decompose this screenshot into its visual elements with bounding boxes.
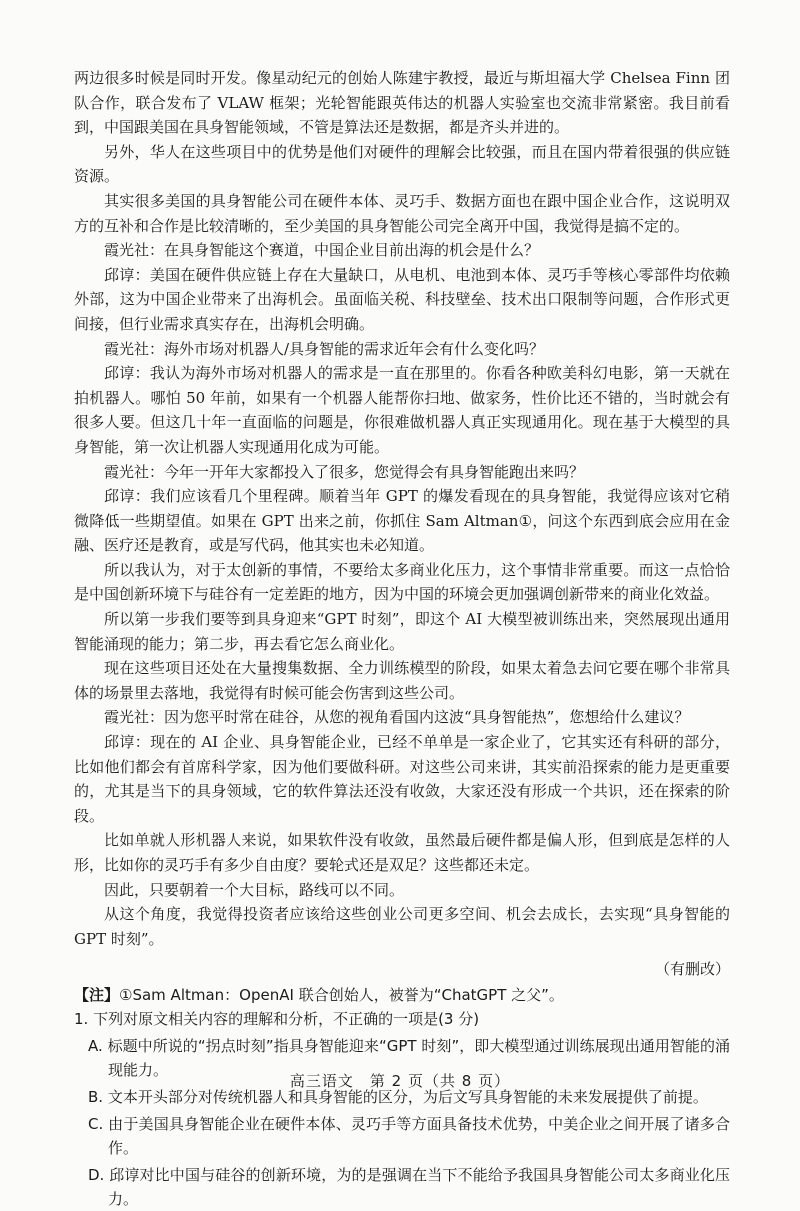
source-note: （有删改） — [654, 960, 730, 979]
question-1 — [74, 1007, 730, 1211]
paragraph-5: 邱谆：美国在硬件供应链上存在大量缺口，从电机、电池到本体、灵巧手等核心零部件均依赖外部，这为中国企业带来了出海机会。虽面临关税、科技壁垒、技术出口限制等问题，合作形式更间接，但行业需求真实存在，出海机会明确。 — [74, 265, 730, 333]
paragraph-11: 所以第一步我们要等到具身迎来“GPT 时刻”，即这个 AI 大模型被训练出来，突然展现出通用智能涌现的能力；第二步，再去看它怎么商业化。 — [74, 610, 730, 653]
question-stem: 1. 下列对原文相关内容的理解和分析，不正确的一项是(3 分) — [74, 1010, 480, 1029]
paragraph-8: 霞光社：今年一开年大家都投入了很多，您觉得会有具身智能跑出来吗？ — [104, 462, 585, 481]
footnote-tag: 【注】 — [74, 986, 120, 1005]
paragraph-13: 霞光社：因为您平时常在硅谷，从您的视角看国内这波“具身智能热”，您想给什么建议？ — [104, 708, 690, 727]
paragraph-12: 现在这些项目还处在大量搜集数据、全力训练模型的阶段，如果太着急去问它要在哪个非常具体的场景里去落地，我觉得有时候可能会伤害到这些公司。 — [74, 659, 730, 702]
paragraph-6: 霞光社：海外市场对机器人/具身智能的需求近年会有什么变化吗？ — [104, 339, 545, 358]
option-a: A. 标题中所说的“拐点时刻”指具身智能迎来“GPT 时刻”，即大模型通过训练展现出通用智能的涌现能力。 — [88, 1037, 730, 1080]
paragraph-7: 邱谆：我认为海外市场对机器人的需求是一直在那里的。你看各种欧美科幻电影，第一天就在拍机器人。哪怕 50 年前，如果有一个机器人能帮你扫地、做家务，性价比还不错的，当时就会有很多人要。但这几十年一直面临的问题是，你很难做机器人真正实现通用化。现在基于大模型的具身智能，第一次让机器人实现通用化成为可能。 — [74, 364, 730, 456]
paragraph-15: 比如单就人形机器人来说，如果软件没有收敛，虽然最后硬件都是偏人形，但到底是怎样的人形，比如你的灵巧手有多少自由度？要轮式还是双足？这些都还未定。 — [74, 831, 730, 874]
article-body — [74, 66, 730, 951]
page-footer: 高三语文 第 2 页（共 8 页） — [289, 1072, 511, 1090]
paragraph-14: 邱谆：现在的 AI 企业、具身智能企业，已经不单单是一家企业了，它其实还有科研的部分，比如他们都会有首席科学家，因为他们要做科研。对这些公司来讲，其实前沿探索的能力是更重要的，尤其是当下的具身领域，它的软件算法还没有收敛，大家还没有形成一个共识，还在探索的阶段。 — [74, 733, 730, 825]
paragraph-4: 霞光社：在具身智能这个赛道，中国企业目前出海的机会是什么？ — [104, 241, 540, 260]
paragraph-2: 另外，华人在这些项目中的优势是他们对硬件的理解会比较强，而且在国内带着很强的供应链资源。 — [74, 142, 730, 186]
paragraph-16: 因此，只要朝着一个大目标，路线可以不同。 — [104, 880, 405, 899]
option-c: C. 由于美国具身智能企业在硬件本体、灵巧手等方面具备技术优势，中美企业之间开展了诸多合作。 — [88, 1115, 730, 1158]
footnote — [74, 983, 730, 1007]
paragraph-17: 从这个角度，我觉得投资者应该给这些创业公司更多空间、机会去成长，去实现“具身智能的 GPT 时刻”。 — [74, 905, 730, 948]
option-b: B. 文本开头部分对传统机器人和具身智能的区分，为后文写具身智能的未来发展提供了前提。 — [88, 1088, 708, 1107]
paragraph-1: 两边很多时候是同时开发。像星动纪元的创始人陈建宇教授，最近与斯坦福大学 Chelsea Finn 团队合作，联合发布了 VLAW 框架；光轮智能跟英伟达的机器人实验室也交流非常紧密。我目前看到，中国跟美国在具身智能领域，不管是算法还是数据，都是齐头并进的。 — [74, 69, 730, 137]
paragraph-3: 其实很多美国的具身智能公司在硬件本体、灵巧手、数据方面也在跟中国企业合作，这说明双方的互补和合作是比较清晰的，至少美国的具身智能公司完全离开中国，我觉得是搞不定的。 — [74, 191, 730, 235]
footnote-text: ①Sam Altman：OpenAI 联合创始人，被誉为“ChatGPT 之父”。 — [119, 986, 564, 1005]
paragraph-9: 邱谆：我们应该看几个里程碑。顺着当年 GPT 的爆发看现在的具身智能，我觉得应该对它稍微降低一些期望值。如果在 GPT 出来之前，你抓住 Sam Altman①，问这个东西到底会应用在金融、医疗还是教育，或是写代码，他其实也未必知道。 — [74, 487, 730, 555]
paragraph-10: 所以我认为，对于太创新的事情，不要给太多商业化压力，这个事情非常重要。而这一点恰恰是中国创新环境下与硅谷有一定差距的地方，因为中国的环境会更加强调创新带来的商业化效益。 — [74, 560, 730, 604]
option-d: D. 邱谆对比中国与硅谷的创新环境，为的是强调在当下不能给予我国具身智能公司太多商业化压力。 — [88, 1166, 730, 1209]
